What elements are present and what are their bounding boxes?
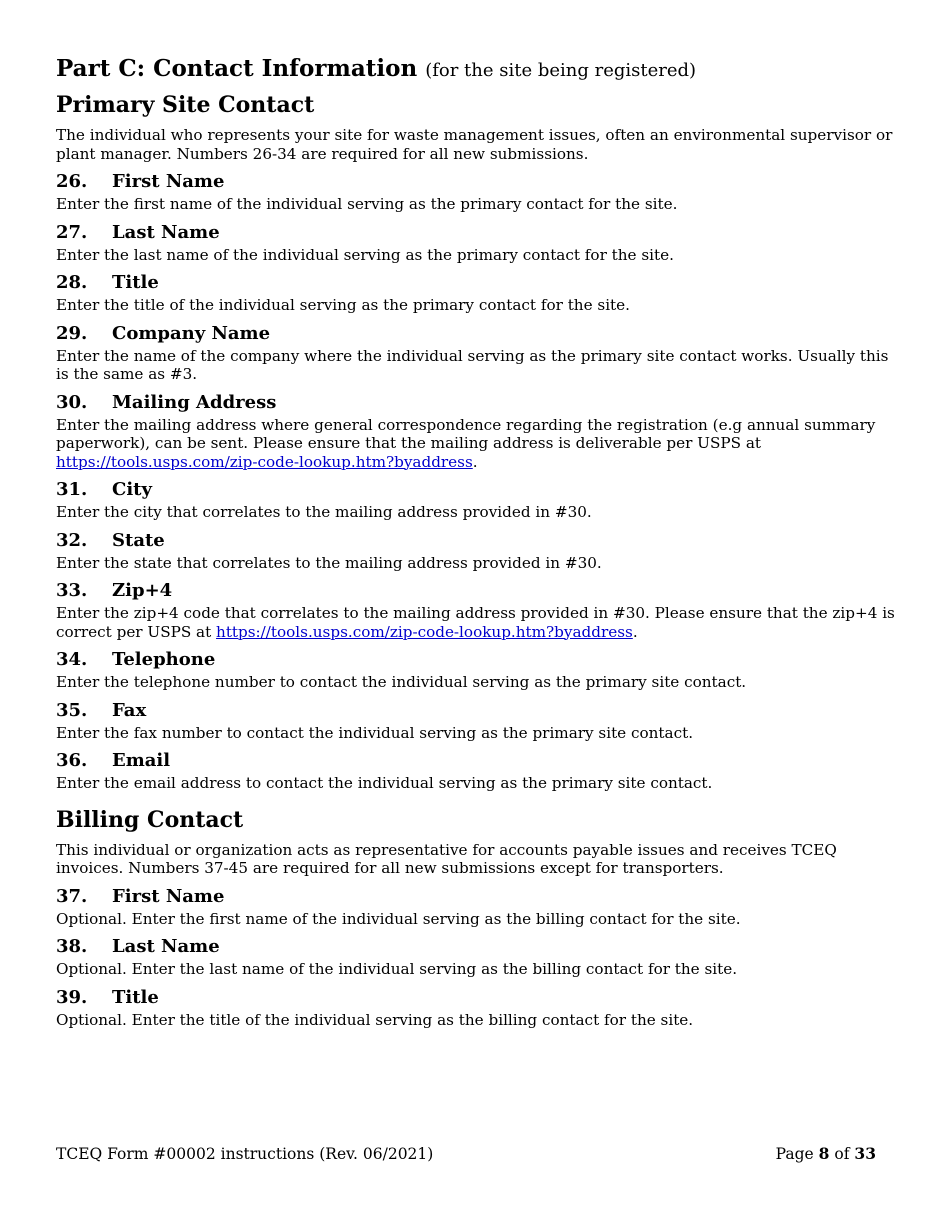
field-description	[56, 910, 896, 929]
field-heading	[56, 169, 896, 195]
field-description	[56, 724, 896, 743]
field-label: Zip+4	[112, 580, 173, 601]
field-description	[56, 774, 896, 793]
field-description-tail: .	[632, 622, 638, 641]
field-description-text: Enter the name of the company where the individual serving as the primary site contact works. Usually this is the same as #3.	[56, 346, 889, 383]
field-number: 32.	[56, 529, 88, 551]
page-footer	[56, 1144, 876, 1164]
primary-contact-intro: The individual who represents your site for waste management issues, often an environmental supervisor or plant manager. Numbers 26-34 are required for all new submissions.	[56, 126, 893, 163]
field-label: Telephone	[112, 649, 216, 670]
field-number: 30.	[56, 391, 88, 413]
field-heading	[56, 934, 896, 960]
field-heading	[56, 647, 896, 673]
field-label: First Name	[112, 885, 225, 907]
field-description-text: Enter the first name of the individual serving as the primary contact for the site.	[56, 195, 678, 213]
field-description-text: Enter the zip+4 code that correlates to the mailing address provided in #30. Please ensure that the zip+4 is correct per USPS at	[56, 604, 895, 641]
field-number: 36.	[56, 750, 88, 771]
field-description-tail: .	[472, 452, 478, 471]
field-heading	[56, 270, 896, 296]
field-description-text: Optional. Enter the first name of the individual serving as the billing contact for the site.	[56, 909, 741, 928]
field-number: 33.	[56, 580, 88, 601]
field-description	[56, 960, 896, 979]
field-heading	[56, 748, 896, 774]
field-description	[56, 296, 896, 315]
field-description-text: Optional. Enter the last name of the individual serving as the billing contact for the site.	[56, 960, 738, 978]
field-label: State	[112, 529, 165, 551]
field-number: 26.	[56, 171, 88, 192]
form-revision: TCEQ Form #00002 instructions (Rev. 06/2021)	[56, 1145, 434, 1163]
field-description	[56, 554, 896, 573]
field-label: First Name	[112, 171, 225, 192]
field-heading	[56, 985, 896, 1011]
field-label: Title	[112, 272, 159, 293]
field-heading	[56, 528, 896, 554]
field-number: 27.	[56, 221, 88, 243]
primary-contact-heading: Primary Site Contact	[56, 92, 315, 118]
billing-contact-intro: This individual or organization acts as representative for accounts payable issues and receives TCEQ invoices. Numbers 37-45 are required for all new submissions except for transporters.	[56, 840, 837, 877]
part-title	[56, 52, 896, 88]
field-description-text: Enter the state that correlates to the mailing address provided in #30.	[56, 553, 602, 572]
field-label: Mailing Address	[112, 391, 277, 413]
field-label: Last Name	[112, 221, 220, 243]
field-description	[56, 347, 896, 384]
field-description-text: Optional. Enter the title of the individual serving as the billing contact for the site.	[56, 1010, 694, 1029]
field-description-text: Enter the title of the individual serving as the primary contact for the site.	[56, 296, 630, 314]
page-number: Page 8 of 33	[775, 1144, 876, 1163]
field-heading	[56, 220, 896, 246]
field-description	[56, 195, 896, 214]
field-number: 34.	[56, 649, 88, 670]
field-heading	[56, 321, 896, 347]
field-heading	[56, 390, 896, 416]
field-description	[56, 673, 896, 692]
field-label: City	[112, 479, 152, 500]
field-description	[56, 604, 896, 641]
part-subtitle: (for the site being registered)	[425, 60, 697, 81]
field-label: Fax	[112, 699, 147, 721]
field-heading	[56, 477, 896, 503]
field-description	[56, 416, 896, 472]
field-description	[56, 1011, 896, 1030]
field-number: 29.	[56, 322, 88, 344]
field-label: Title	[112, 986, 159, 1008]
field-number: 38.	[56, 936, 88, 957]
field-description-text: Enter the telephone number to contact the individual serving as the primary site contact.	[56, 673, 747, 691]
primary-contact-items	[56, 169, 896, 793]
field-description-text: Enter the fax number to contact the individual serving as the primary site contact.	[56, 723, 694, 742]
usps-lookup-link[interactable]: https://tools.usps.com/zip-code-lookup.htm?byaddress	[216, 622, 633, 641]
billing-contact-items	[56, 884, 896, 1030]
field-description	[56, 503, 896, 522]
billing-contact-heading: Billing Contact	[56, 806, 244, 833]
field-description-text: Enter the mailing address where general correspondence regarding the registration (e.g annual summary paperwork), can be sent. Please ensure that the mailing address is deliverable per USPS at	[56, 415, 876, 452]
field-number: 39.	[56, 986, 88, 1008]
field-description-text: Enter the email address to contact the individual serving as the primary site contact.	[56, 774, 713, 792]
field-label: Company Name	[112, 322, 271, 344]
field-number: 31.	[56, 479, 88, 500]
field-description-text: Enter the last name of the individual serving as the primary contact for the site.	[56, 245, 674, 264]
field-label: Last Name	[112, 936, 220, 957]
field-heading	[56, 578, 896, 604]
field-description-text: Enter the city that correlates to the mailing address provided in #30.	[56, 503, 592, 521]
field-number: 35.	[56, 699, 88, 721]
field-heading	[56, 884, 896, 910]
part-title-text: Part C: Contact Information	[56, 55, 418, 82]
field-heading	[56, 698, 896, 724]
field-number: 28.	[56, 272, 88, 293]
usps-lookup-link[interactable]: https://tools.usps.com/zip-code-lookup.htm?byaddress	[56, 452, 473, 471]
field-label: Email	[112, 750, 171, 771]
document-page	[56, 52, 896, 1035]
field-number: 37.	[56, 885, 88, 907]
field-description	[56, 246, 896, 265]
